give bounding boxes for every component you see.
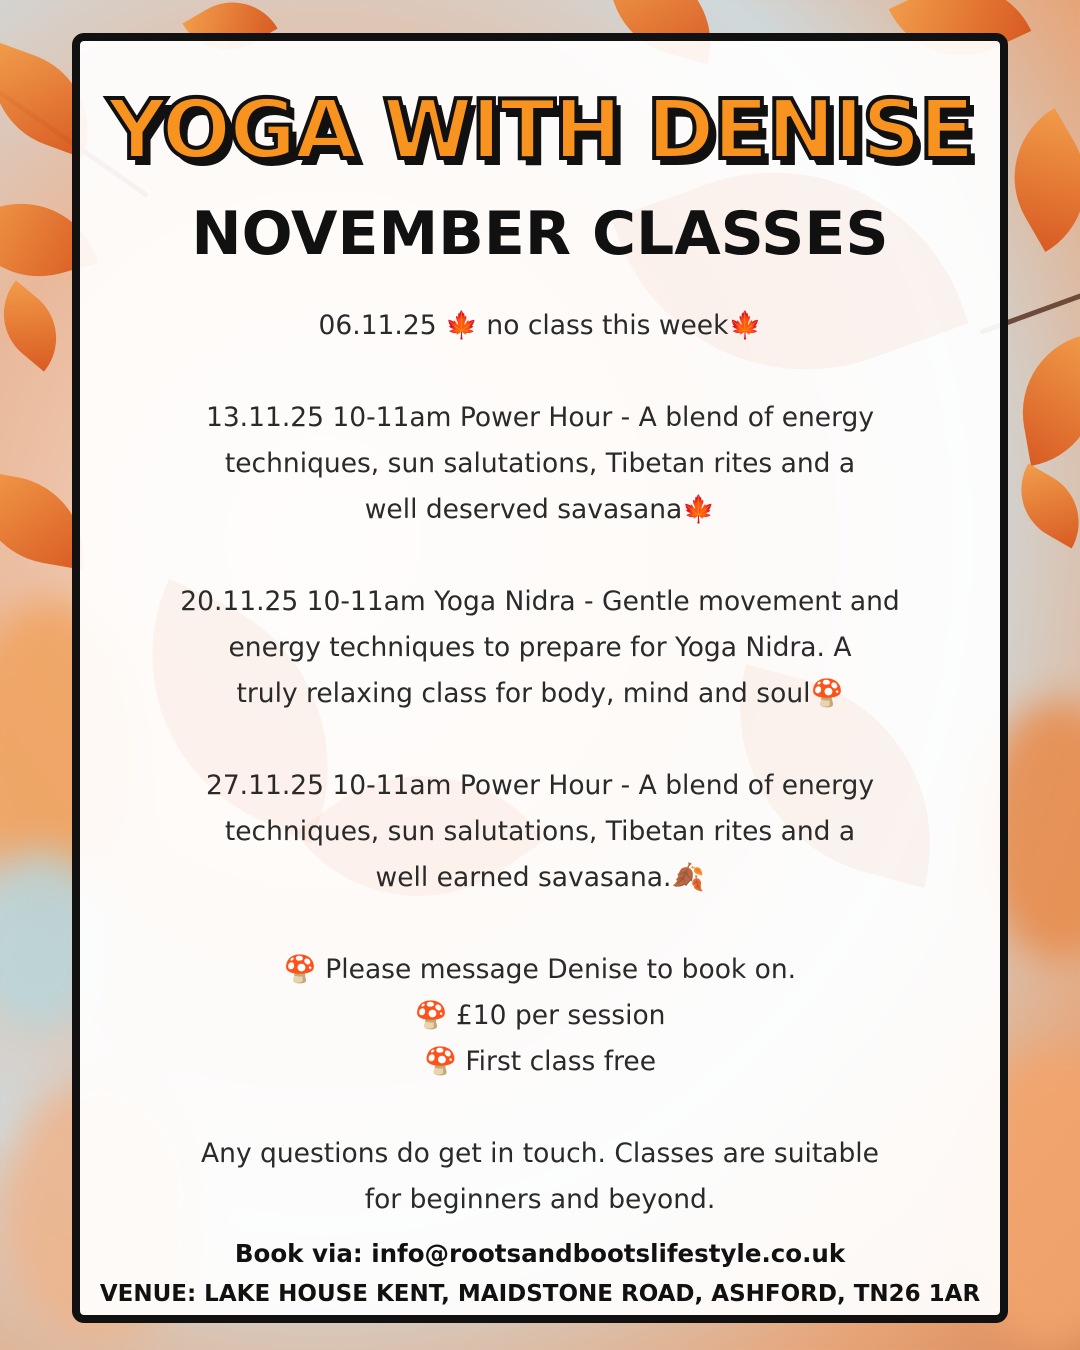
info-item: 🍄 First class free: [423, 1046, 657, 1077]
booking-info: [150, 947, 930, 1085]
class-entry-4: 27.11.25 10-11am Power Hour - A blend of energy techniques, sun salutations, Tibetan rites and a well earned savasana.🍂: [205, 770, 875, 893]
class-entry-1: 06.11.25 🍁 no class this week🍁: [318, 310, 762, 341]
class-schedule: [150, 303, 930, 1223]
class-entry-3: 20.11.25 10-11am Yoga Nidra - Gentle movement and energy techniques to prepare for Yoga Nidra. A truly relaxing class for body, mind and soul🍄: [180, 586, 900, 709]
autumn-leaf: [1002, 463, 1080, 548]
info-item: 🍄 Please message Denise to book on.: [283, 954, 797, 985]
page-title: YOGA WITH DENISE: [107, 83, 973, 178]
booking-email: Book via: info@rootsandbootslifestyle.co.uk: [234, 1239, 846, 1268]
questions-note: Any questions do get in touch. Classes are suitable for beginners and beyond.: [201, 1138, 879, 1215]
info-item: 🍄 £10 per session: [414, 1000, 666, 1031]
page-subtitle: NOVEMBER CLASSES: [191, 199, 889, 269]
venue-address: VENUE: LAKE HOUSE KENT, MAIDSTONE ROAD, ASHFORD, TN26 1AR: [99, 1281, 981, 1307]
class-entry-2: 13.11.25 10-11am Power Hour - A blend of energy techniques, sun salutations, Tibetan rites and a well deserved savasana🍁: [205, 402, 875, 525]
poster-card: [72, 33, 1008, 1323]
autumn-leaf: [0, 280, 77, 371]
autumn-leaf: [1010, 334, 1080, 466]
